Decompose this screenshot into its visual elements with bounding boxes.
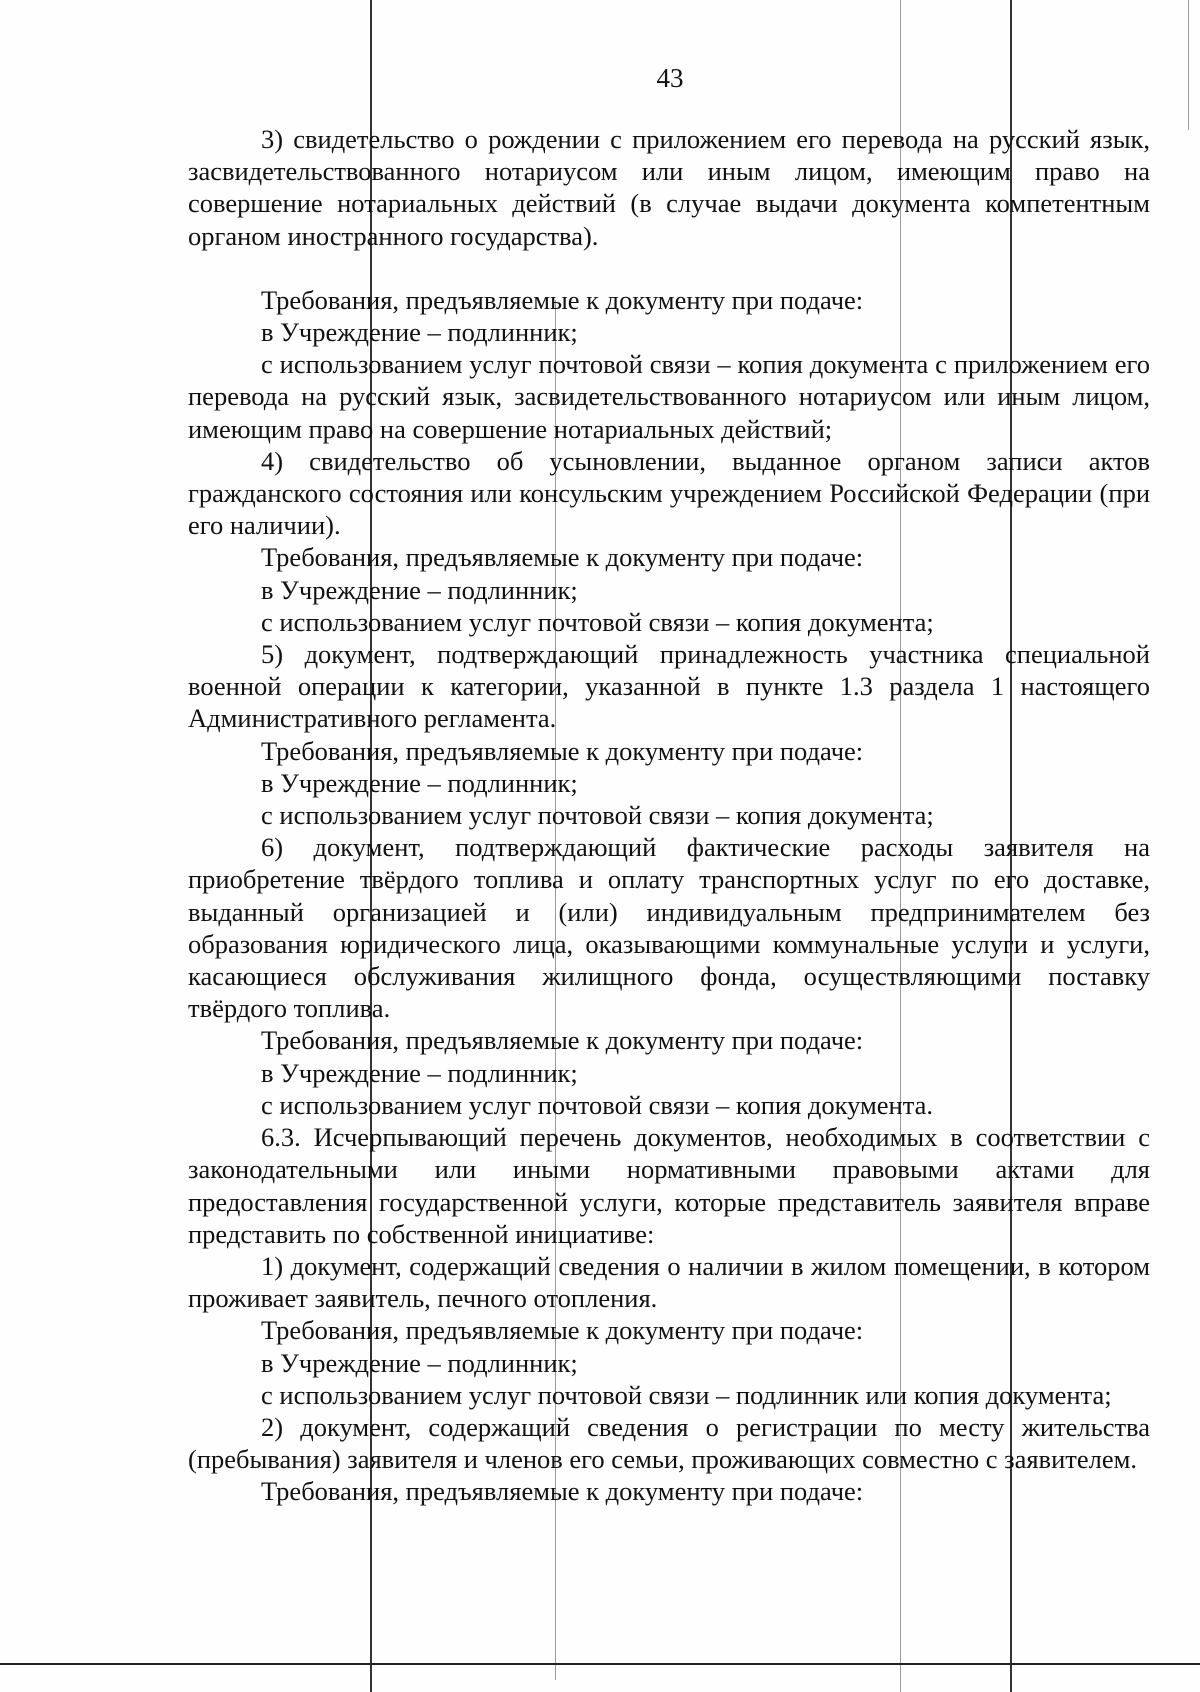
paragraph: 2) документ, содержащий сведения о регистрации по месту жительства (пребывания) заявителя и членов его семьи, проживающих совместно с заявителем. <box>188 1411 1150 1475</box>
paragraph: Требования, предъявляемые к документу при подаче: <box>261 1476 864 1507</box>
paragraph: Требования, предъявляемые к документу при подаче: <box>261 735 864 766</box>
paragraph: с использованием услуг почтовой связи – копия документа; <box>261 800 934 831</box>
paragraph: 6.3. Исчерпывающий перечень документов, необходимых в соответствии с законодательными или иными нормативными правовыми актами для предоставления государственной услуги, которые представитель заявителя вправе представить по собственной инициативе: <box>188 1122 1150 1249</box>
paragraph: Требования, предъявляемые к документу при подаче: <box>261 1315 864 1346</box>
paragraph: 5) документ, подтверждающий принадлежность участника специальной военной операции к категории, указанной в пункте 1.3 раздела 1 настоящего Административного регламента. <box>188 639 1150 734</box>
paragraph: с использованием услуг почтовой связи – копия документа. <box>261 1089 934 1120</box>
paragraph: 3) свидетельство о рождении с приложением его перевода на русский язык, засвидетельствованного нотариусом или иным лицом, имеющим право на совершение нотариальных действий (в случае выдачи документа компетентным органом иностранного государства). <box>188 124 1150 251</box>
paragraph: в Учреждение – подлинник; <box>261 574 578 605</box>
paragraph: 1) документ, содержащий сведения о наличии в жилом помещении, в котором проживает заявитель, печного отопления. <box>188 1250 1150 1314</box>
paragraph: с использованием услуг почтовой связи – копия документа с приложением его перевода на русский язык, засвидетельствованного нотариусом или иным лицом, имеющим право на совершение нотариальных действий; <box>188 349 1150 444</box>
paragraph: 4) свидетельство об усыновлении, выданное органом записи актов гражданского состояния или консульским учреждением Российской Федерации (при его наличии). <box>188 445 1150 541</box>
page-number: 43 <box>656 63 684 93</box>
paragraph: в Учреждение – подлинник; <box>261 1347 578 1378</box>
document-body <box>188 123 1150 1508</box>
paragraph: в Учреждение – подлинник; <box>261 767 578 798</box>
paragraph: Требования, предъявляемые к документу при подаче: <box>261 1025 864 1056</box>
paragraph: с использованием услуг почтовой связи – подлинник или копия документа; <box>261 1379 1112 1410</box>
paragraph: Требования, предъявляемые к документу при подаче: <box>261 542 864 573</box>
paragraph: с использованием услуг почтовой связи – копия документа; <box>261 606 934 637</box>
paragraph: Требования, предъявляемые к документу при подаче: <box>261 284 864 315</box>
paragraph: в Учреждение – подлинник; <box>261 317 578 348</box>
bottom-scan-edge <box>0 1663 1200 1665</box>
paragraph: 6) документ, подтверждающий фактические расходы заявителя на приобретение твёрдого топлива и оплату транспортных услуг по его доставке, выданный организацией и (или) индивидуальным предпринимателем без образования юридического лица, оказывающими коммунальные услуги и услуги, касающиеся обслуживания жилищного фонда, осуществляющими поставку твёрдого топлива. <box>188 832 1150 1024</box>
paragraph: в Учреждение – подлинник; <box>261 1057 578 1088</box>
